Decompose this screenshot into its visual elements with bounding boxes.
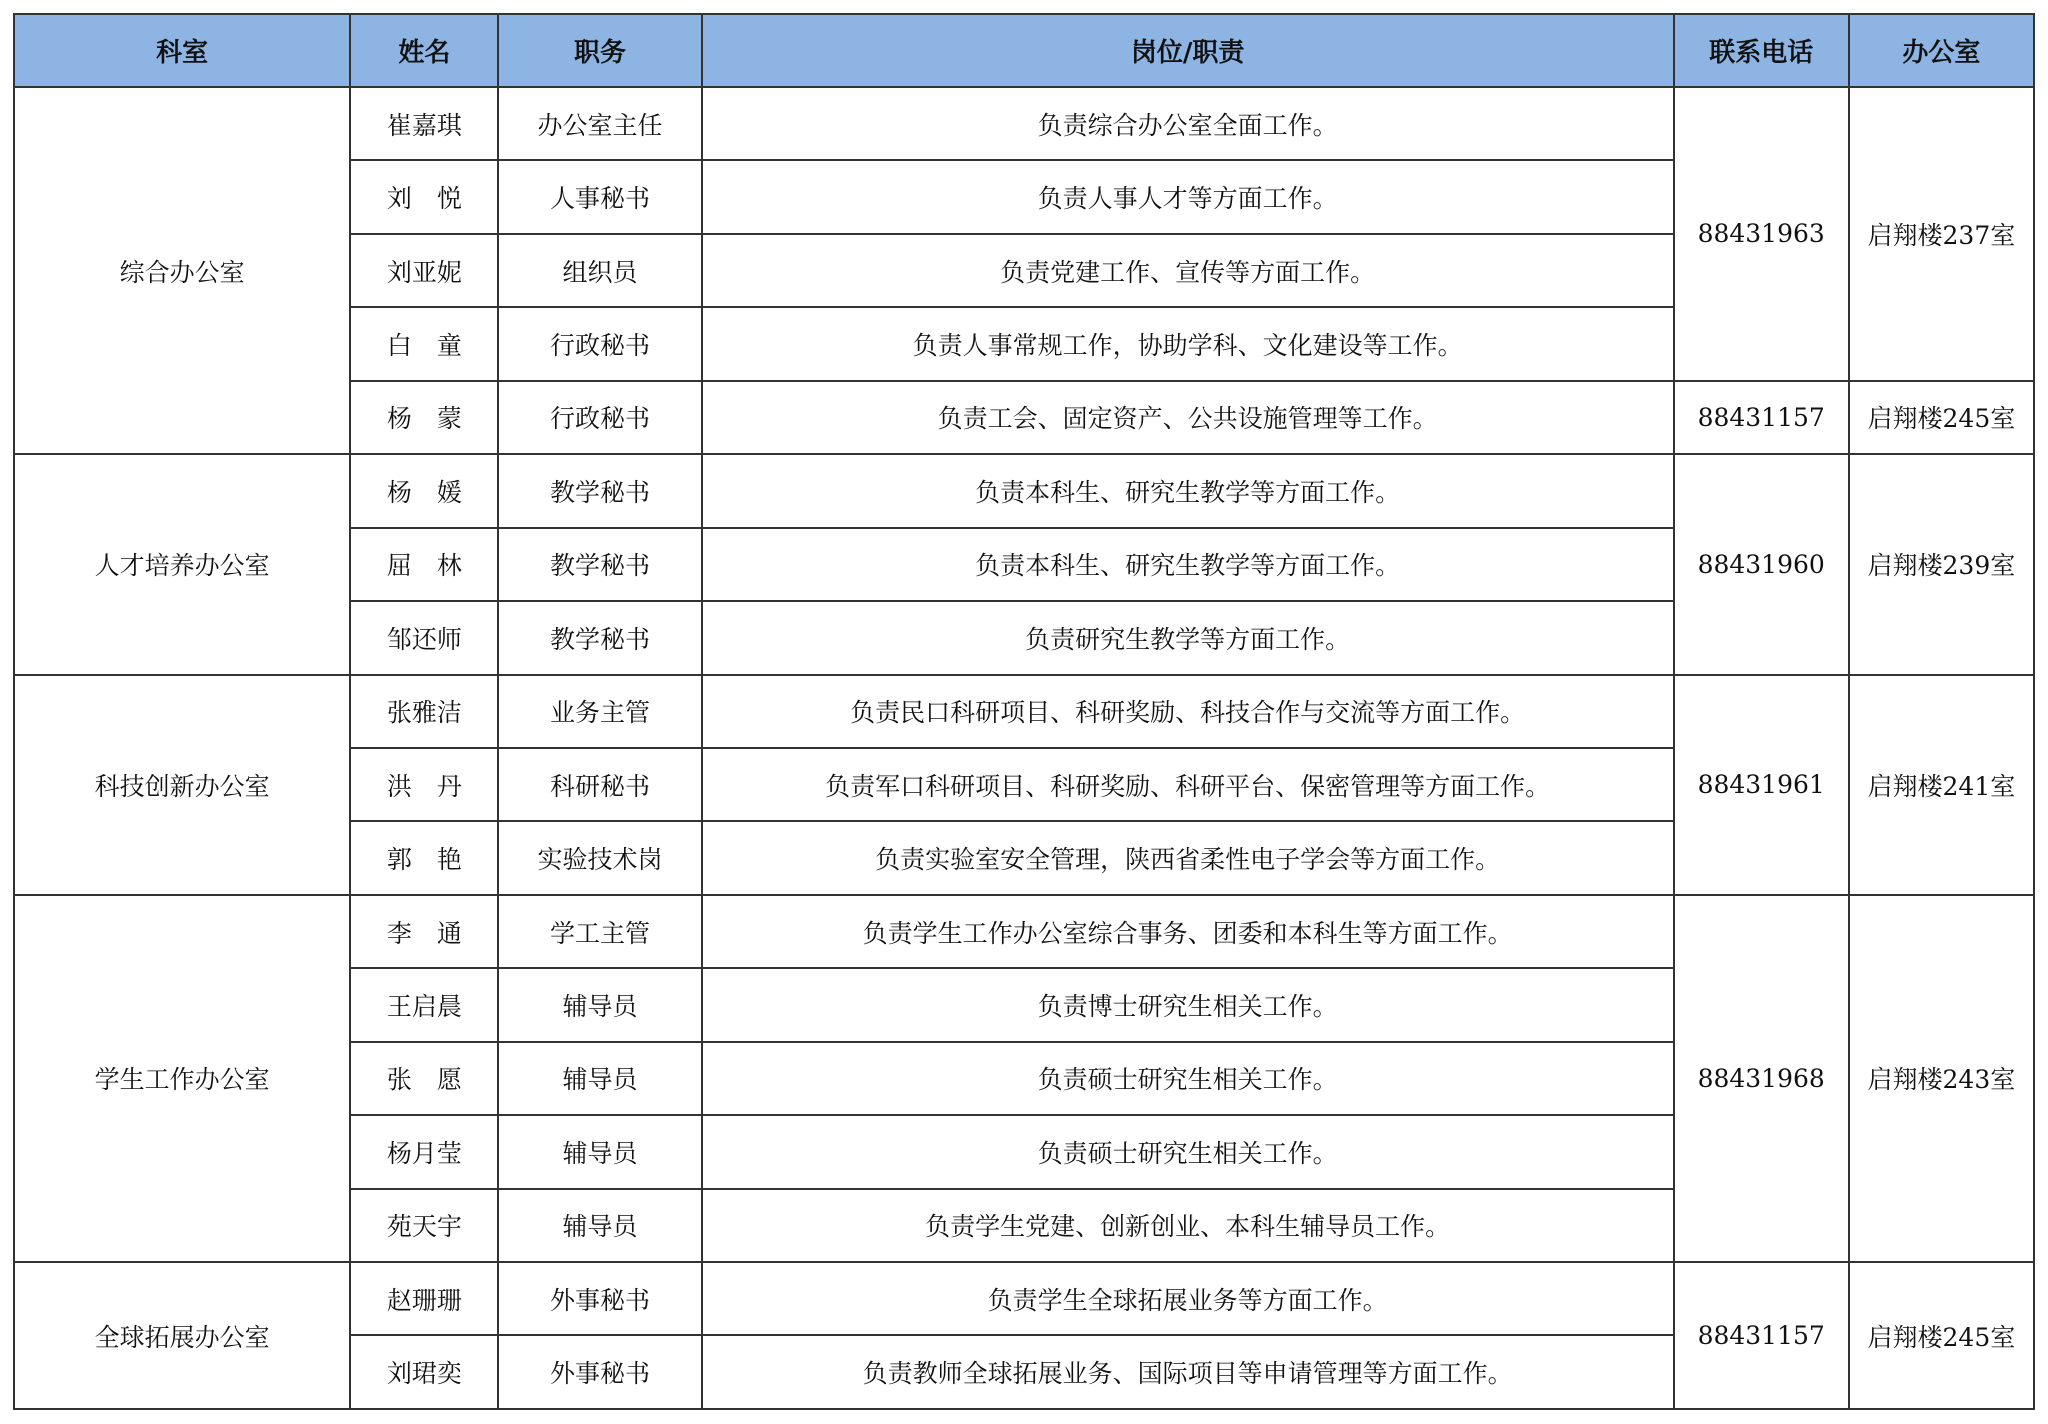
phone-cell: 88431963 bbox=[1674, 87, 1849, 381]
title-cell: 人事秘书 bbox=[498, 160, 701, 233]
name-cell: 张雅洁 bbox=[350, 675, 498, 748]
dept-cell: 科技创新办公室 bbox=[14, 675, 350, 895]
duty-cell: 负责人事人才等方面工作。 bbox=[702, 160, 1674, 233]
duty-cell: 负责博士研究生相关工作。 bbox=[702, 968, 1674, 1041]
title-cell: 教学秘书 bbox=[498, 528, 701, 601]
title-cell: 教学秘书 bbox=[498, 454, 701, 527]
phone-cell: 88431157 bbox=[1674, 381, 1849, 454]
duty-cell: 负责人事常规工作，协助学科、文化建设等工作。 bbox=[702, 307, 1674, 380]
title-cell: 辅导员 bbox=[498, 968, 701, 1041]
name-cell: 白 童 bbox=[350, 307, 498, 380]
name-cell: 洪 丹 bbox=[350, 748, 498, 821]
duty-cell: 负责研究生教学等方面工作。 bbox=[702, 601, 1674, 674]
name-cell: 崔嘉琪 bbox=[350, 87, 498, 160]
name-cell: 李 通 bbox=[350, 895, 498, 968]
title-cell: 科研秘书 bbox=[498, 748, 701, 821]
title-cell: 学工主管 bbox=[498, 895, 701, 968]
office-cell: 启翔楼237室 bbox=[1849, 87, 2034, 381]
phone-cell: 88431157 bbox=[1674, 1262, 1849, 1409]
office-cell: 启翔楼245室 bbox=[1849, 1262, 2034, 1409]
dept-cell: 综合办公室 bbox=[14, 87, 350, 454]
name-cell: 郭 艳 bbox=[350, 821, 498, 894]
name-cell: 杨 蒙 bbox=[350, 381, 498, 454]
dept-cell: 人才培养办公室 bbox=[14, 454, 350, 674]
duty-cell: 负责工会、固定资产、公共设施管理等工作。 bbox=[702, 381, 1674, 454]
office-cell: 启翔楼239室 bbox=[1849, 454, 2034, 674]
name-cell: 刘 悦 bbox=[350, 160, 498, 233]
dept-cell: 全球拓展办公室 bbox=[14, 1262, 350, 1409]
title-cell: 实验技术岗 bbox=[498, 821, 701, 894]
title-cell: 辅导员 bbox=[498, 1189, 701, 1262]
duty-cell: 负责教师全球拓展业务、国际项目等申请管理等方面工作。 bbox=[702, 1335, 1674, 1409]
header-title: 职务 bbox=[498, 14, 701, 87]
duty-cell: 负责本科生、研究生教学等方面工作。 bbox=[702, 454, 1674, 527]
table-row bbox=[14, 454, 2034, 527]
header-row bbox=[14, 14, 2034, 87]
name-cell: 邹还师 bbox=[350, 601, 498, 674]
header-name: 姓名 bbox=[350, 14, 498, 87]
name-cell: 王启晨 bbox=[350, 968, 498, 1041]
title-cell: 办公室主任 bbox=[498, 87, 701, 160]
name-cell: 苑天宇 bbox=[350, 1189, 498, 1262]
name-cell: 赵珊珊 bbox=[350, 1262, 498, 1335]
duty-cell: 负责党建工作、宣传等方面工作。 bbox=[702, 234, 1674, 307]
title-cell: 辅导员 bbox=[498, 1042, 701, 1115]
title-cell: 组织员 bbox=[498, 234, 701, 307]
phone-cell: 88431968 bbox=[1674, 895, 1849, 1262]
title-cell: 辅导员 bbox=[498, 1115, 701, 1188]
table-row bbox=[14, 87, 2034, 160]
duty-cell: 负责本科生、研究生教学等方面工作。 bbox=[702, 528, 1674, 601]
phone-cell: 88431961 bbox=[1674, 675, 1849, 895]
name-cell: 张 愿 bbox=[350, 1042, 498, 1115]
title-cell: 行政秘书 bbox=[498, 381, 701, 454]
table-row bbox=[14, 895, 2034, 968]
office-cell: 启翔楼243室 bbox=[1849, 895, 2034, 1262]
name-cell: 屈 林 bbox=[350, 528, 498, 601]
duty-cell: 负责综合办公室全面工作。 bbox=[702, 87, 1674, 160]
office-cell: 启翔楼241室 bbox=[1849, 675, 2034, 895]
header-office: 办公室 bbox=[1849, 14, 2034, 87]
header-duty: 岗位/职责 bbox=[702, 14, 1674, 87]
phone-cell: 88431960 bbox=[1674, 454, 1849, 674]
name-cell: 刘亚妮 bbox=[350, 234, 498, 307]
duty-cell: 负责实验室安全管理，陕西省柔性电子学会等方面工作。 bbox=[702, 821, 1674, 894]
title-cell: 业务主管 bbox=[498, 675, 701, 748]
table-row bbox=[14, 1262, 2034, 1335]
header-dept: 科室 bbox=[14, 14, 350, 87]
duty-cell: 负责学生党建、创新创业、本科生辅导员工作。 bbox=[702, 1189, 1674, 1262]
table-row bbox=[14, 675, 2034, 748]
staff-directory-table bbox=[13, 13, 2035, 1410]
title-cell: 教学秘书 bbox=[498, 601, 701, 674]
duty-cell: 负责军口科研项目、科研奖励、科研平台、保密管理等方面工作。 bbox=[702, 748, 1674, 821]
name-cell: 刘珺奕 bbox=[350, 1335, 498, 1409]
duty-cell: 负责民口科研项目、科研奖励、科技合作与交流等方面工作。 bbox=[702, 675, 1674, 748]
office-cell: 启翔楼245室 bbox=[1849, 381, 2034, 454]
name-cell: 杨 媛 bbox=[350, 454, 498, 527]
header-phone: 联系电话 bbox=[1674, 14, 1849, 87]
duty-cell: 负责学生工作办公室综合事务、团委和本科生等方面工作。 bbox=[702, 895, 1674, 968]
title-cell: 行政秘书 bbox=[498, 307, 701, 380]
duty-cell: 负责硕士研究生相关工作。 bbox=[702, 1115, 1674, 1188]
duty-cell: 负责学生全球拓展业务等方面工作。 bbox=[702, 1262, 1674, 1335]
title-cell: 外事秘书 bbox=[498, 1335, 701, 1409]
title-cell: 外事秘书 bbox=[498, 1262, 701, 1335]
dept-cell: 学生工作办公室 bbox=[14, 895, 350, 1262]
name-cell: 杨月莹 bbox=[350, 1115, 498, 1188]
duty-cell: 负责硕士研究生相关工作。 bbox=[702, 1042, 1674, 1115]
